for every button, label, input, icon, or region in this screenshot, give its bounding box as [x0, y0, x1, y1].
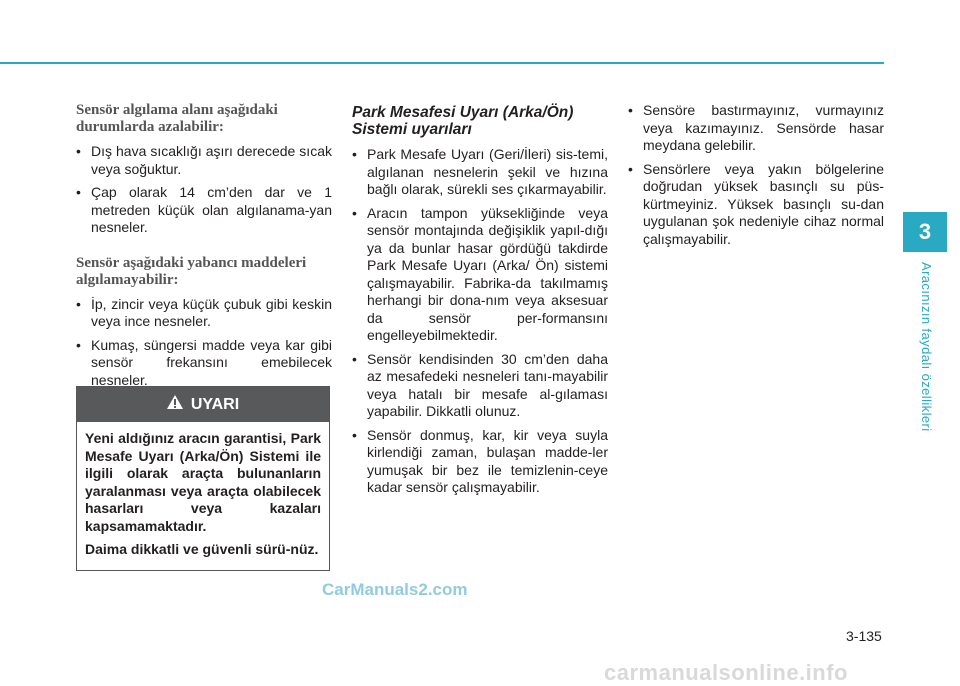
watermark-logo[interactable]: CarManuals2.com [322, 580, 468, 599]
warning-box [76, 386, 330, 571]
list-item: • Sensörlere veya yakın bölgelerine doğrudan yüksek basınçlı su püs-kürtmeyiniz. Yüksek basınçlı su-dan uygulanan şok nedeniyle cihaz normal çalışmayabilir. [628, 161, 884, 249]
list-item: • Sensör donmuş, kar, kir veya suyla kirlendiği zaman, bulaşan madde-ler yumuşak bir bez ile temizlenin-ceye kadar sensör çalışmayabilir. [352, 427, 608, 497]
sensor-care-list [628, 102, 884, 248]
warning-triangle-icon [167, 395, 183, 414]
list-item: • Park Mesafe Uyarı (Geri/İleri) sis-temi, algılanan nesnelerin şekil ve hızına bağlı olarak, sürekli ses çıkarmayabilir. [352, 146, 608, 199]
list-item: • Kumaş, süngersi madde veya kar gibi sensör frekansını emebilecek nesneler. [76, 337, 332, 390]
column-right [628, 102, 884, 266]
park-warning-list [352, 146, 608, 497]
list-item: • Sensör kendisinden 30 cm’den daha az mesafedeki nesneleri tanı-mayabilir veya hatalı bir mesafe al-gılaması yapabilir. Dikkatli olunuz. [352, 351, 608, 421]
foreign-objects-list [76, 296, 332, 390]
section-heading-foreign-objects: Sensör aşağıdaki yabancı maddeleri algılamayabilir: [76, 254, 307, 288]
section-heading-detection-range: Sensör algılama alanı aşağıdaki durumlarda azalabilir: [76, 102, 278, 135]
list-item: • Çap olarak 14 cm’den dar ve 1 metreden küçük olan algılanama-yan nesneler. [76, 184, 332, 237]
warning-paragraph: Daima dikkatli ve güvenli sürü-nüz. [85, 541, 319, 557]
warning-body [77, 422, 329, 559]
list-item: • Sensöre bastırmayınız, vurmayınız veya kazımayınız. Sensörde hasar meydana gelebilir. [628, 102, 884, 155]
warning-header [77, 387, 329, 422]
column-middle [352, 102, 608, 515]
column-left [76, 102, 332, 407]
section-heading-park-warning: Park Mesafesi Uyarı (Arka/Ön) Sistemi uyarıları [352, 104, 574, 138]
watermark-footer: carmanualsonline.info [604, 660, 848, 685]
list-item: • Dış hava sıcaklığı aşırı derecede sıcak veya soğuktur. [76, 143, 332, 178]
chapter-number-tab: 3 [903, 212, 947, 252]
header-rule [0, 62, 884, 64]
warning-paragraph: Yeni aldığınız aracın garantisi, Park Mesafe Uyarı (Arka/Ön) Sistemi ile ilgili olarak araçta bulunanların yaralanması veya araçta olabilecek hasarları veya kazaları kapsamamaktadır. [85, 430, 321, 534]
list-item: • İp, zincir veya küçük çubuk gibi keskin veya ince nesneler. [76, 296, 332, 331]
detection-range-list [76, 143, 332, 237]
list-item: • Aracın tampon yüksekliğinde veya sensör montajında değişiklik yapıl-dığı ya da bunlar hasar gördüğü takdirde Park Mesafe Uyarı (Arka/ Ön) sistemi çalışmayabilir. Fabrika-da takılmamış herhangi bir dona-nım veya aksesuar da sensör per-formansını engelleyebilmektedir. [352, 205, 608, 345]
page-number: 3-135 [846, 628, 882, 644]
warning-title: UYARI [190, 395, 240, 413]
chapter-title-vertical: Aracınızın faydalı özellikleri [919, 262, 934, 432]
